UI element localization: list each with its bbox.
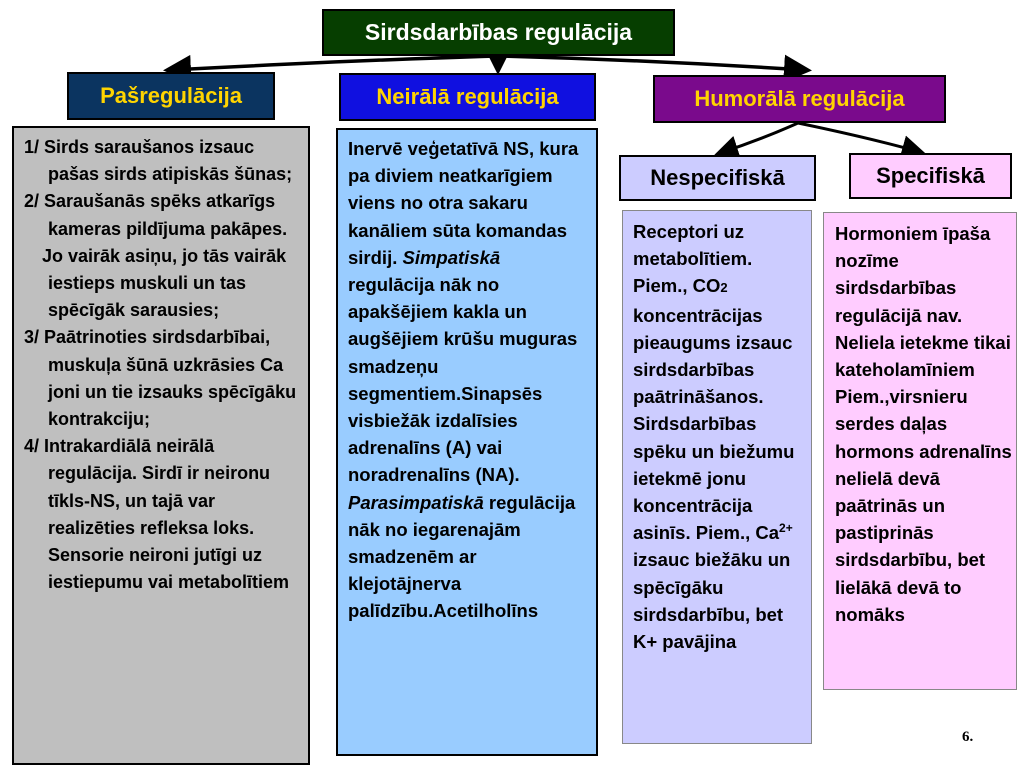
- self-point-2: 2/ Saraušanās spēks atkarīgs kameras pildījuma pakāpes.: [24, 191, 288, 239]
- neural-regulation-panel: [336, 128, 598, 756]
- neural-regulation-header: [339, 73, 596, 121]
- sympathetic-term: Simpatiskā: [402, 246, 501, 268]
- self-regulation-header: [67, 72, 275, 120]
- specific-text: Hormoniem īpaša nozīme sirdsdarbības regulācijā nav. Neliela ietekme tikai kateholamīniem Piem.,virsnieru serdes daļas hormons adrenalīns nelielā devā paātrinās un pastiprinās sirdsdarbību, bet lielākā devā to nomāks: [835, 223, 1012, 625]
- ca-superscript: 2+: [779, 521, 793, 536]
- parasympathetic-text: regulācija nāk no iegarenajām smadzenēm ar klejotājnerva palīdzību.Acetilholīns: [348, 491, 576, 622]
- self-point-3: 3/ Paātrinoties sirdsdarbībai, muskuļa šūnā uzkrāsies Ca joni un tie izsauks spēcīgāku kontrakciju;: [24, 327, 297, 430]
- arrow-to-humoral: [498, 56, 805, 70]
- self-point-4: 4/ Intrakardiālā neirālā regulācija. Sirdī ir neironu tīkls-NS, un tajā var realizēties refleksa loks. Sensorie neironi jutīgi uz iestiepumu vai metabolītiem: [24, 436, 290, 593]
- page-number: 6.: [962, 729, 974, 745]
- humoral-regulation-label: Humorālā regulācija: [694, 86, 905, 111]
- specific-panel: [823, 212, 1017, 690]
- sympathetic-text: regulācija nāk no apakšējiem kakla un augšējiem krūšu muguras smadzeņu segmentiem.Sinapsēs visbiežāk izdalīsies adrenalīns (A) vai noradrenalīns (NA).: [348, 274, 578, 486]
- nonspecific-panel: [622, 210, 812, 744]
- arrow-to-nonspecific: [720, 123, 798, 153]
- parasympathetic-term: Parasimpatiskā: [348, 491, 484, 513]
- self-point-1: 1/ Sirds saraušanos izsauc pašas sirds atipiskās šūnas;: [24, 137, 293, 185]
- arrow-to-self: [170, 56, 498, 70]
- nonspecific-part2: koncentrācijas pieaugums izsauc sirdsdarbības paātrināšanos. Sirdsdarbības spēku un biežumu ietekmē jonu koncentrācija asinīs. Piem., Ca: [633, 304, 795, 544]
- nonspecific-label: Nespecifiskā: [650, 165, 785, 190]
- neural-regulation-label: Neirālā regulācija: [376, 84, 559, 109]
- arrow-to-specific: [798, 123, 920, 152]
- neural-intro: [348, 135, 590, 625]
- self-point-2-detail: Jo vairāk asiņu, jo tās vairāk iestieps muskuli un tas spēcīgāk sarausies;: [42, 245, 287, 321]
- nonspecific-text: [633, 218, 807, 655]
- title-text: Sirdsdarbības regulācija: [364, 19, 633, 45]
- co2-subscript: 2: [720, 280, 728, 296]
- self-regulation-panel: [12, 126, 310, 765]
- specific-header: [849, 153, 1012, 199]
- self-regulation-label: Pašregulācija: [100, 83, 242, 108]
- specific-label: Specifiskā: [876, 163, 985, 188]
- diagram-title: [322, 9, 675, 56]
- nonspecific-part3: izsauc biežāku un spēcīgāku sirdsdarbību, bet K+ pavājina: [633, 549, 791, 653]
- nonspecific-part1: Receptori uz metabolītiem. Piem., CO: [633, 221, 753, 297]
- neural-intro-text: Inervē veģetatīvā NS, kura pa diviem neatkarīgiem viens no otra sakaru kanāliem sūta komandas sirdij.: [348, 138, 579, 268]
- humoral-regulation-header: [653, 75, 946, 123]
- nonspecific-header: [619, 155, 816, 201]
